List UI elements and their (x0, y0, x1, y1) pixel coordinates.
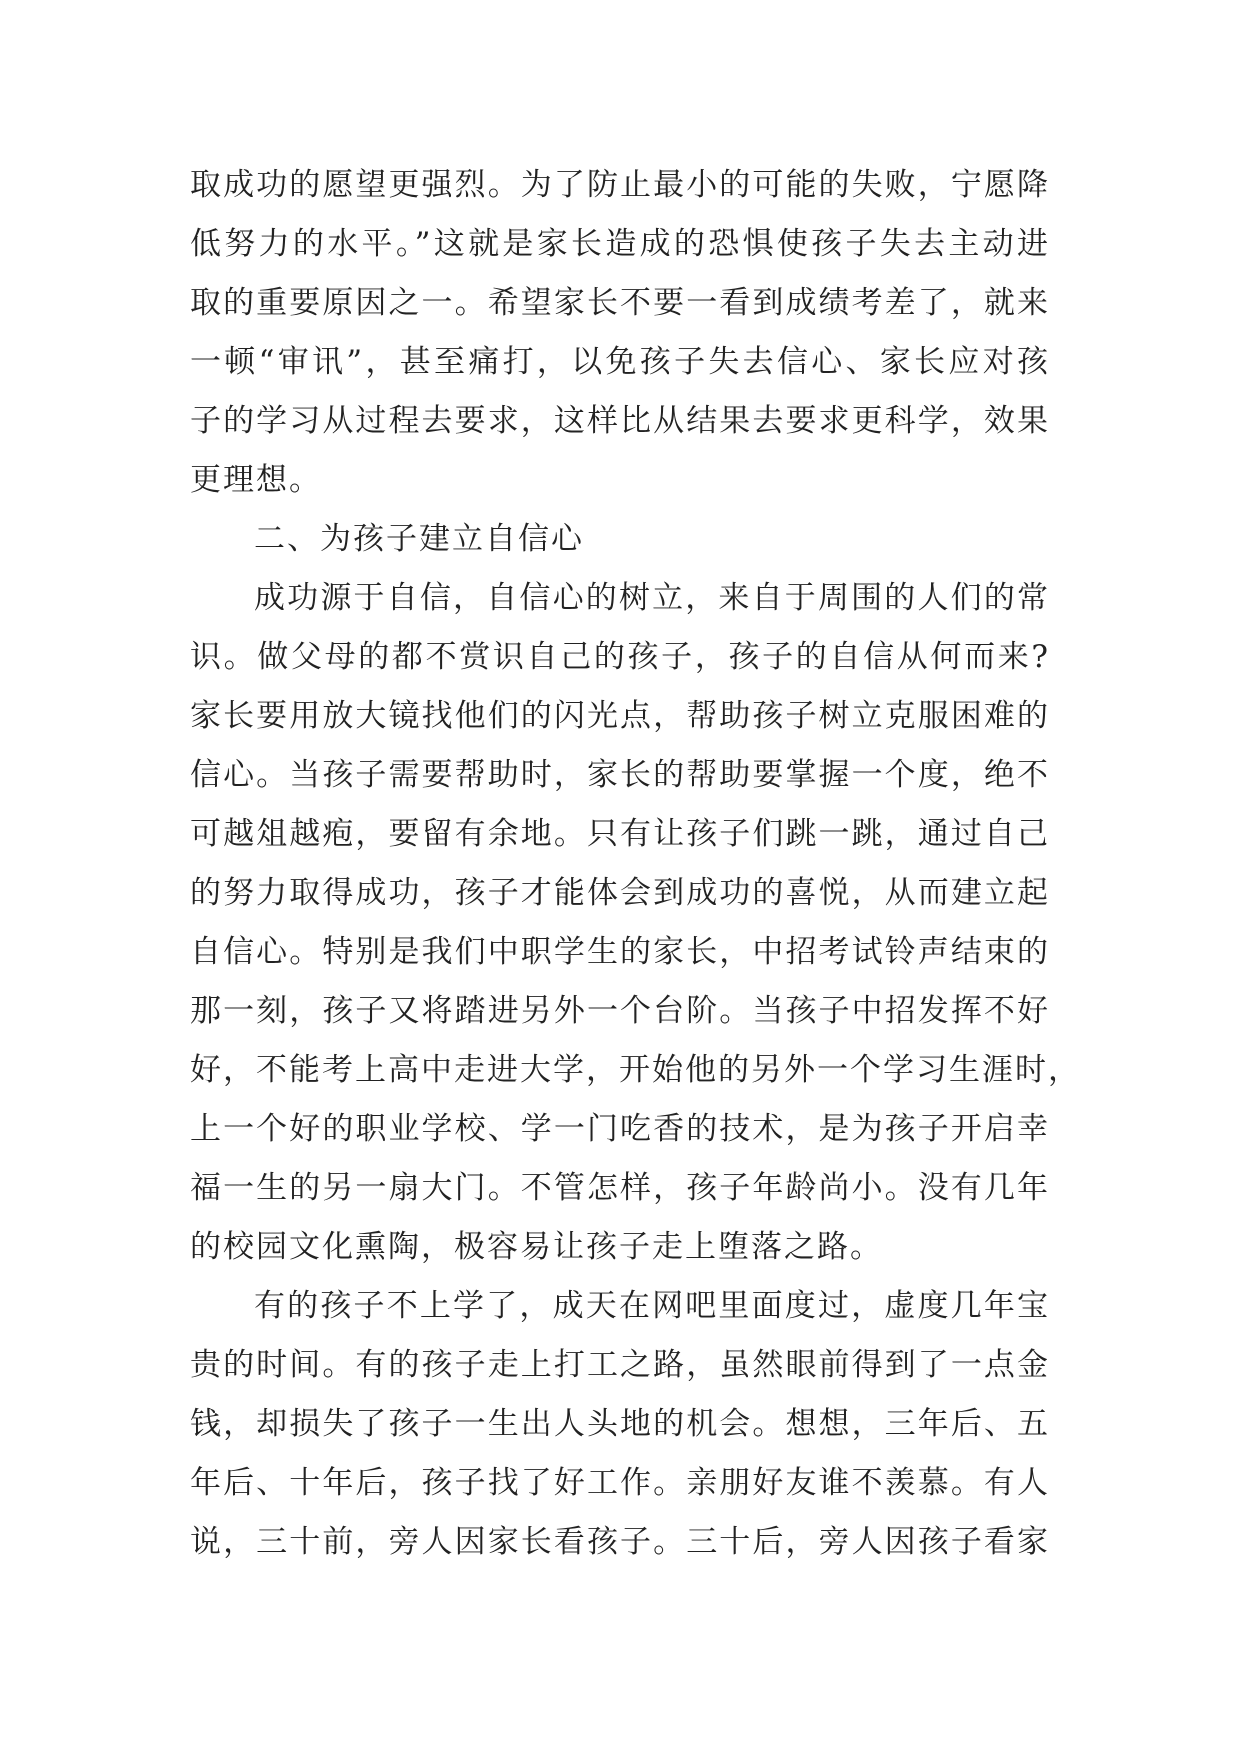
text-line: 说，三十前，旁人因家长看孩子。三十后，旁人因孩子看家 (190, 1524, 1050, 1560)
text-line: 可越俎越疱，要留有余地。只有让孩子们跳一跳，通过自己 (190, 816, 1050, 852)
text-line: 年后、十年后，孩子找了好工作。亲朋好友谁不羡慕。有人 (190, 1465, 1050, 1501)
text-line: 信心。当孩子需要帮助时，家长的帮助要掌握一个度，绝不 (190, 757, 1050, 793)
text-line: 取成功的愿望更强烈。为了防止最小的可能的失败，宁愿降 (190, 167, 1050, 203)
text-line: 好，不能考上高中走进大学，开始他的另外一个学习生涯时， (190, 1052, 1081, 1088)
text-line: 子的学习从过程去要求，这样比从结果去要求更科学，效果 (190, 403, 1050, 439)
text-line: 上一个好的职业学校、学一门吃香的技术，是为孩子开启幸 (190, 1111, 1050, 1147)
text-line: 那一刻，孩子又将踏进另外一个台阶。当孩子中招发挥不好 (190, 993, 1050, 1029)
text-line: 识。做父母的都不赏识自己的孩子，孩子的自信从何而来? (190, 639, 1050, 675)
text-line: 更理想。 (190, 462, 322, 498)
text-line: 的努力取得成功，孩子才能体会到成功的喜悦，从而建立起 (190, 875, 1050, 911)
text-line: 贵的时间。有的孩子走上打工之路，虽然眼前得到了一点金 (190, 1347, 1050, 1383)
document-page (190, 156, 1081, 1572)
text-line: 成功源于自信，自信心的树立，来自于周围的人们的常 (254, 580, 1050, 616)
text-line: 取的重要原因之一。希望家长不要一看到成绩考差了，就来 (190, 285, 1050, 321)
text-line: 钱，却损失了孩子一生出人头地的机会。想想，三年后、五 (190, 1406, 1050, 1442)
text-line: 低努力的水平。”这就是家长造成的恐惧使孩子失去主动进 (190, 226, 1050, 262)
text-line: 的校园文化熏陶，极容易让孩子走上堕落之路。 (190, 1229, 883, 1265)
text-line: 自信心。特别是我们中职学生的家长，中招考试铃声结束的 (190, 934, 1050, 970)
text-line: 家长要用放大镜找他们的闪光点，帮助孩子树立克服困难的 (190, 698, 1050, 734)
text-line: 一顿“审讯”，甚至痛打，以免孩子失去信心、家长应对孩 (190, 344, 1050, 380)
text-line: 有的孩子不上学了，成天在网吧里面度过，虚度几年宝 (254, 1288, 1050, 1324)
text-line: 福一生的另一扇大门。不管怎样，孩子年龄尚小。没有几年 (190, 1170, 1050, 1206)
section-heading: 二、为孩子建立自信心 (254, 521, 584, 557)
